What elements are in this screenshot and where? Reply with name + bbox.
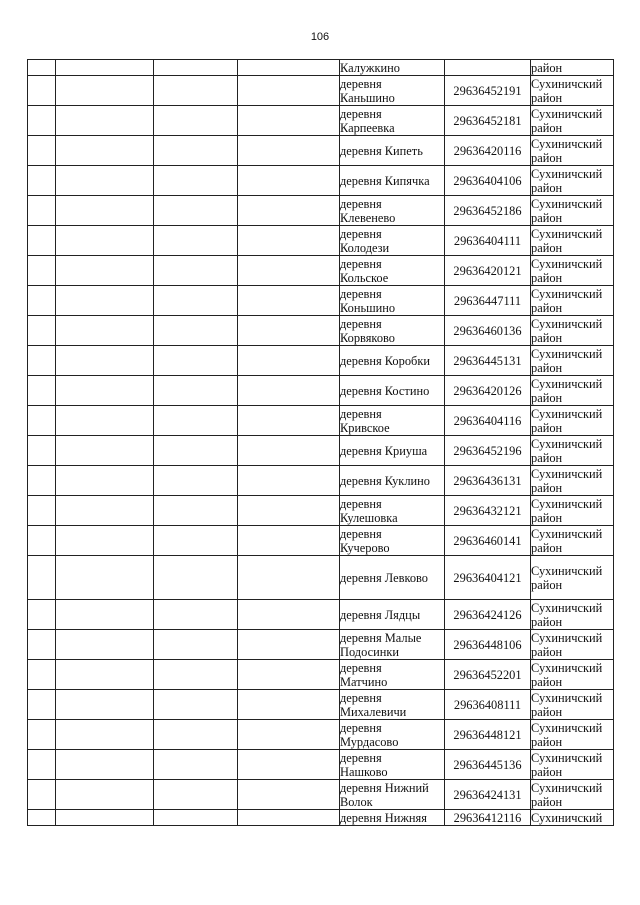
empty-cell [56,720,154,750]
empty-cell [238,256,340,286]
empty-cell [56,60,154,76]
table-body [28,60,614,826]
district-cell: Сухиничский район [531,600,614,630]
empty-cell [238,600,340,630]
empty-cell [28,76,56,106]
settlement-name-cell: деревня Карпеевка [340,106,445,136]
empty-cell [56,76,154,106]
settlements-table [27,59,614,826]
empty-cell [56,780,154,810]
empty-cell [28,346,56,376]
empty-cell [28,810,56,826]
empty-cell [154,286,238,316]
empty-cell [28,720,56,750]
table-row [28,690,614,720]
empty-cell [56,136,154,166]
empty-cell [238,720,340,750]
empty-cell [238,750,340,780]
district-cell: Сухиничский район [531,436,614,466]
district-cell: Сухиничский район [531,316,614,346]
oktmo-code-cell: 29636448121 [445,720,531,750]
empty-cell [154,106,238,136]
district-cell: Сухиничский район [531,556,614,600]
oktmo-code-cell: 29636420121 [445,256,531,286]
settlement-name-cell: деревня Кольское [340,256,445,286]
settlement-name-cell: деревня Нашково [340,750,445,780]
settlement-name-cell: деревня Левково [340,556,445,600]
empty-cell [56,256,154,286]
empty-cell [238,466,340,496]
settlement-name-cell: деревня Матчино [340,660,445,690]
district-cell: Сухиничский [531,810,614,826]
oktmo-code-cell: 29636424131 [445,780,531,810]
empty-cell [154,600,238,630]
empty-cell [154,376,238,406]
empty-cell [238,166,340,196]
empty-cell [56,526,154,556]
oktmo-code-cell: 29636432121 [445,496,531,526]
empty-cell [154,660,238,690]
district-cell: Сухиничский район [531,256,614,286]
oktmo-code-cell: 29636460136 [445,316,531,346]
empty-cell [238,136,340,166]
table-row [28,720,614,750]
oktmo-code-cell: 29636452201 [445,660,531,690]
empty-cell [154,526,238,556]
settlement-name-cell: деревня Лядцы [340,600,445,630]
empty-cell [28,466,56,496]
empty-cell [154,810,238,826]
empty-cell [28,226,56,256]
table-row [28,556,614,600]
district-cell: Сухиничский район [531,660,614,690]
empty-cell [154,256,238,286]
empty-cell [28,316,56,346]
oktmo-code-cell: 29636452191 [445,76,531,106]
empty-cell [28,166,56,196]
oktmo-code-cell: 29636447111 [445,286,531,316]
empty-cell [238,376,340,406]
empty-cell [154,166,238,196]
empty-cell [238,60,340,76]
empty-cell [154,720,238,750]
empty-cell [28,196,56,226]
empty-cell [238,436,340,466]
settlement-name-cell: деревня Куклино [340,466,445,496]
table-row [28,496,614,526]
settlement-name-cell: деревня Костино [340,376,445,406]
oktmo-code-cell: 29636460141 [445,526,531,556]
oktmo-code-cell: 29636412116 [445,810,531,826]
district-cell: Сухиничский район [531,226,614,256]
settlement-name-cell: деревня Кучерово [340,526,445,556]
district-cell: Сухиничский район [531,76,614,106]
oktmo-code-cell: 29636445131 [445,346,531,376]
district-cell: Сухиничский район [531,346,614,376]
empty-cell [56,286,154,316]
district-cell: Сухиничский район [531,196,614,226]
empty-cell [238,630,340,660]
empty-cell [154,60,238,76]
empty-cell [56,226,154,256]
empty-cell [56,750,154,780]
table-row [28,630,614,660]
page-number: 106 [310,31,330,43]
table-row [28,316,614,346]
district-cell: Сухиничский район [531,376,614,406]
district-cell: Сухиничский район [531,496,614,526]
empty-cell [28,436,56,466]
district-cell: Сухиничский район [531,526,614,556]
oktmo-code-cell: 29636448106 [445,630,531,660]
empty-cell [56,376,154,406]
empty-cell [238,106,340,136]
settlement-name-cell: деревня Михалевичи [340,690,445,720]
empty-cell [238,810,340,826]
settlement-name-cell: деревня Мурдасово [340,720,445,750]
settlement-name-cell: деревня Криуша [340,436,445,466]
empty-cell [154,556,238,600]
empty-cell [238,226,340,256]
empty-cell [28,780,56,810]
empty-cell [28,556,56,600]
empty-cell [28,526,56,556]
table-row [28,526,614,556]
empty-cell [238,526,340,556]
oktmo-code-cell: 29636404116 [445,406,531,436]
empty-cell [28,376,56,406]
empty-cell [28,660,56,690]
oktmo-code-cell: 29636404121 [445,556,531,600]
empty-cell [238,690,340,720]
empty-cell [56,166,154,196]
empty-cell [154,346,238,376]
settlement-name-cell: деревня Каньшино [340,76,445,106]
settlement-name-cell: деревня Малые Подосинки [340,630,445,660]
empty-cell [28,106,56,136]
district-cell: Сухиничский район [531,286,614,316]
empty-cell [154,750,238,780]
oktmo-code-cell [445,60,531,76]
settlement-name-cell: Калужкино [340,60,445,76]
settlement-name-cell: деревня Кипеть [340,136,445,166]
oktmo-code-cell: 29636424126 [445,600,531,630]
empty-cell [28,630,56,660]
district-cell: Сухиничский район [531,690,614,720]
district-cell: Сухиничский район [531,720,614,750]
table-row [28,600,614,630]
table-row [28,286,614,316]
empty-cell [154,690,238,720]
table-row [28,106,614,136]
table-row [28,660,614,690]
empty-cell [28,256,56,286]
empty-cell [238,316,340,346]
settlement-name-cell: деревня Нижняя [340,810,445,826]
table-row [28,780,614,810]
empty-cell [28,406,56,436]
settlement-name-cell: деревня Клевенево [340,196,445,226]
empty-cell [154,496,238,526]
district-cell: Сухиничский район [531,466,614,496]
empty-cell [56,810,154,826]
table-row [28,376,614,406]
empty-cell [238,196,340,226]
table-row [28,136,614,166]
empty-cell [238,660,340,690]
table-row [28,436,614,466]
table-row [28,226,614,256]
empty-cell [56,316,154,346]
district-cell: Сухиничский район [531,106,614,136]
table-row [28,76,614,106]
oktmo-code-cell: 29636445136 [445,750,531,780]
empty-cell [154,630,238,660]
empty-cell [56,466,154,496]
empty-cell [28,690,56,720]
table-row [28,256,614,286]
empty-cell [56,406,154,436]
table-row [28,60,614,76]
empty-cell [154,136,238,166]
settlement-name-cell: деревня Коньшино [340,286,445,316]
settlement-name-cell: деревня Корвяково [340,316,445,346]
empty-cell [56,106,154,136]
empty-cell [56,496,154,526]
settlement-name-cell: деревня Кривское [340,406,445,436]
table-row [28,346,614,376]
oktmo-code-cell: 29636408111 [445,690,531,720]
district-cell: район [531,60,614,76]
oktmo-code-cell: 29636436131 [445,466,531,496]
district-cell: Сухиничский район [531,406,614,436]
empty-cell [28,600,56,630]
empty-cell [238,76,340,106]
empty-cell [238,496,340,526]
district-cell: Сухиничский район [531,136,614,166]
district-cell: Сухиничский район [531,780,614,810]
empty-cell [154,76,238,106]
empty-cell [238,406,340,436]
empty-cell [238,286,340,316]
oktmo-code-cell: 29636452196 [445,436,531,466]
empty-cell [28,496,56,526]
empty-cell [238,556,340,600]
empty-cell [56,346,154,376]
empty-cell [56,196,154,226]
table-row [28,810,614,826]
empty-cell [154,466,238,496]
empty-cell [56,690,154,720]
empty-cell [238,346,340,376]
empty-cell [56,436,154,466]
settlement-name-cell: деревня Нижний Волок [340,780,445,810]
empty-cell [154,780,238,810]
empty-cell [28,60,56,76]
oktmo-code-cell: 29636452186 [445,196,531,226]
oktmo-code-cell: 29636404106 [445,166,531,196]
oktmo-code-cell: 29636452181 [445,106,531,136]
oktmo-code-cell: 29636404111 [445,226,531,256]
empty-cell [28,750,56,780]
empty-cell [56,660,154,690]
empty-cell [56,600,154,630]
table-row [28,750,614,780]
district-cell: Сухиничский район [531,630,614,660]
oktmo-code-cell: 29636420126 [445,376,531,406]
settlement-name-cell: деревня Кулешовка [340,496,445,526]
table-row [28,196,614,226]
empty-cell [56,630,154,660]
empty-cell [154,406,238,436]
empty-cell [154,316,238,346]
settlement-name-cell: деревня Коробки [340,346,445,376]
empty-cell [28,286,56,316]
district-cell: Сухиничский район [531,166,614,196]
table-row [28,466,614,496]
table-row [28,166,614,196]
empty-cell [154,436,238,466]
oktmo-code-cell: 29636420116 [445,136,531,166]
settlement-name-cell: деревня Кипячка [340,166,445,196]
empty-cell [238,780,340,810]
empty-cell [154,226,238,256]
empty-cell [56,556,154,600]
empty-cell [154,196,238,226]
empty-cell [28,136,56,166]
district-cell: Сухиничский район [531,750,614,780]
table-row [28,406,614,436]
settlement-name-cell: деревня Колодези [340,226,445,256]
